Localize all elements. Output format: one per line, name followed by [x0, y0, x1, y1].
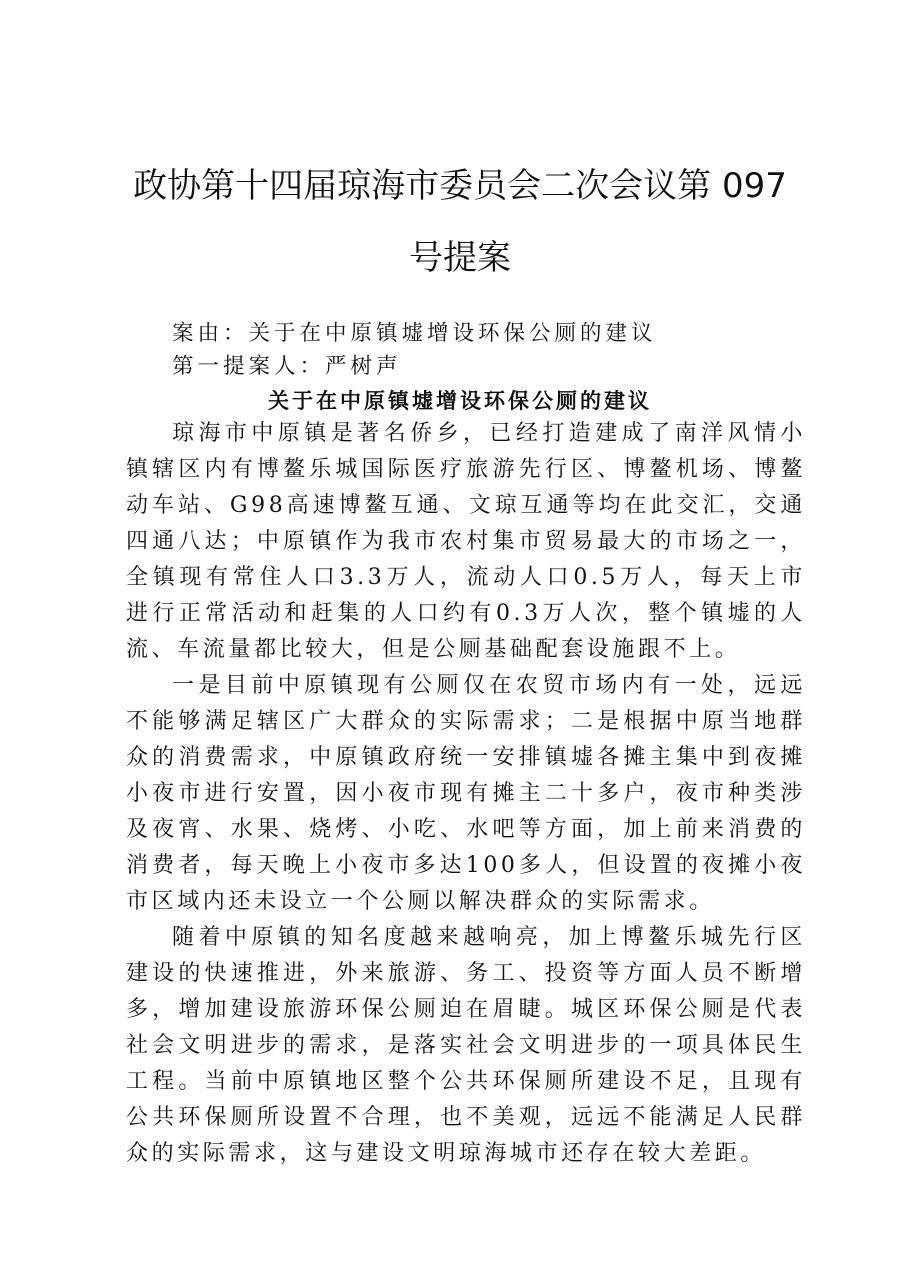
- first-proposer: 第一提案人：严树声: [172, 354, 402, 379]
- proposal-cause: 案由：关于在中原镇墟增设环保公厕的建议: [172, 321, 657, 346]
- proposal-subtitle: 关于在中原镇墟增设环保公厕的建议: [268, 388, 652, 413]
- proposal-body: [126, 416, 806, 1172]
- body-paragraph: 随着中原镇的知名度越来越响亮，加上博鳌乐城先行区建设的快速推进，外来旅游、务工、投资等方面人员不断增多，增加建设旅游环保公厕迫在眉睫。城区环保公厕是代表社会文明进步的需求，是落实社会文明进步的一项具体民生工程。当前中原镇地区整个公共环保厕所建设不足，且现有公共环保厕所设置不合理，也不美观，远远不能满足人民群众的实际需求，这与建设文明琼海城市还存在较大差距。: [126, 925, 806, 1166]
- title-line-2: 号提案: [409, 238, 511, 278]
- document-title: [120, 150, 800, 294]
- body-paragraph: 琼海市中原镇是著名侨乡，已经打造建成了南洋风情小镇辖区内有博鳌乐城国际医疗旅游先行区、博鳌机场、博鳌动车站、G98高速博鳌互通、文琼互通等均在此交汇，交通四通八达；中原镇作为我市农村集市贸易最大的市场之一，全镇现有常住人口3.3万人，流动人口0.5万人，每天上市进行正常活动和赶集的人口约有0.3万人次，整个镇墟的人流、车流量都比较大，但是公厕基础配套设施跟不上。: [126, 421, 806, 662]
- title-line-1: 政协第十四届琼海市委员会二次会议第 097: [133, 166, 787, 206]
- body-paragraph: 一是目前中原镇现有公厕仅在农贸市场内有一处，远远不能够满足辖区广大群众的实际需求；二是根据中原当地群众的消费需求，中原镇政府统一安排镇墟各摊主集中到夜摊小夜市进行安置，因小夜市现有摊主二十多户，夜市种类涉及夜宵、水果、烧烤、小吃、水吧等方面，加上前来消费的消费者，每天晚上小夜市多达100多人，但设置的夜摊小夜市区域内还未设立一个公厕以解决群众的实际需求。: [126, 673, 806, 914]
